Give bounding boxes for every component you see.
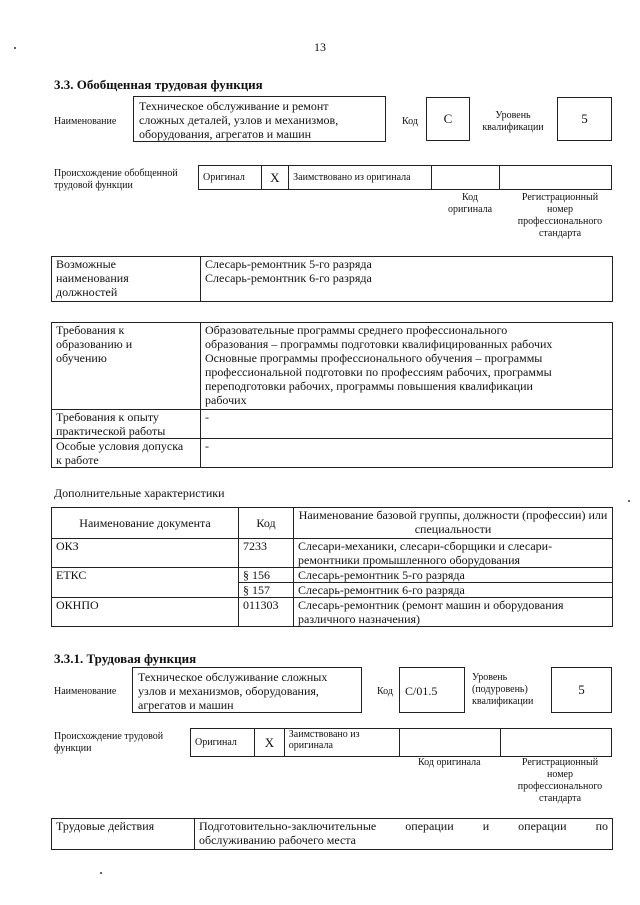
header-group-name: Наименование базовой группы, должности (профессии) или специальности xyxy=(294,508,613,539)
sub-code-label: Код xyxy=(377,686,393,697)
subsection-title: 3.3.1. Трудовая функция xyxy=(54,651,197,666)
row-name: Слесарь-ремонтник 6-го разряда xyxy=(294,583,613,598)
row-code: § 156 xyxy=(239,568,294,583)
labor-actions-line: обслуживанию рабочего места xyxy=(199,833,356,847)
table-row xyxy=(52,539,613,568)
positions-value-cell xyxy=(201,257,613,302)
sub-level-line: (подуровень) xyxy=(472,684,528,695)
reg-number-line: профессионального xyxy=(517,216,603,227)
scan-speck xyxy=(100,872,102,874)
code-original-line: Код xyxy=(462,192,478,203)
row-name xyxy=(294,598,613,627)
requirement-value-line: Основные программы профессионального обучения – программы xyxy=(205,351,543,365)
reg-number-line: номер xyxy=(547,204,573,215)
experience-label-cell xyxy=(52,410,201,439)
code-value: С xyxy=(426,97,470,141)
sub-level-label xyxy=(472,672,548,708)
requirement-label-line: обучению xyxy=(56,351,107,365)
sub-function-name-line: агрегатов и машин xyxy=(138,698,234,712)
origin-label xyxy=(54,168,178,192)
header-code: Код xyxy=(239,508,294,539)
section-title: 3.3. Обобщенная трудовая функция xyxy=(54,77,263,92)
code-original-label xyxy=(430,192,510,216)
row-name: Слесарь-ремонтник 5-го разряда xyxy=(294,568,613,583)
requirement-label-line: практической работы xyxy=(56,424,166,438)
education-value-cell xyxy=(201,323,613,410)
origin-table xyxy=(198,165,612,190)
sub-reg-line: стандарта xyxy=(538,793,582,804)
scan-speck xyxy=(628,500,630,502)
sub-origin-table xyxy=(190,728,612,757)
function-name-box xyxy=(133,96,386,142)
sub-origin-label xyxy=(54,731,163,755)
origin-original-cell xyxy=(199,166,262,190)
sub-level-line: квалификации xyxy=(472,696,534,707)
function-name-line: Техническое обслуживание и ремонт xyxy=(139,99,329,113)
reg-number-line: стандарта xyxy=(538,228,582,239)
row-name-line: различного назначения) xyxy=(298,612,421,626)
labor-word: операции xyxy=(518,819,567,833)
labor-word: Подготовительно-заключительные xyxy=(199,819,377,833)
function-name-line: сложных деталей, узлов и механизмов, xyxy=(139,113,339,127)
level-label-line: квалификации xyxy=(482,122,544,133)
sub-level-value: 5 xyxy=(551,667,612,713)
labor-word: по xyxy=(595,819,608,833)
positions-label-cell xyxy=(52,257,201,302)
sub-level-line: Уровень xyxy=(472,672,508,683)
position-item: Слесарь-ремонтник 6-го разряда xyxy=(205,271,372,285)
education-label-cell xyxy=(52,323,201,410)
admission-value-cell: - xyxy=(201,439,613,468)
name-label: Наименование xyxy=(54,116,117,127)
positions-table xyxy=(51,256,613,302)
sub-origin-code-cell xyxy=(399,729,500,757)
origin-original-label: Оригинал xyxy=(203,171,245,183)
origin-label-line: трудовой функции xyxy=(54,180,133,191)
origin-mark-cell: Х xyxy=(261,166,289,190)
requirement-label-line: Требования к xyxy=(56,323,125,337)
table-row xyxy=(52,598,613,627)
row-doc: ОКЗ xyxy=(52,539,239,568)
requirement-value-line: Образовательные программы среднего профессионального xyxy=(205,323,508,337)
experience-value-cell: - xyxy=(201,410,613,439)
reg-number-label xyxy=(508,192,612,240)
requirement-value-line: переподготовки рабочих, программы повышения квалификации xyxy=(205,379,533,393)
admission-label-cell xyxy=(52,439,201,468)
origin-code-cell xyxy=(431,166,500,190)
origin-borrowed-cell: Заимствовано из оригинала xyxy=(289,166,431,190)
row-code: 7233 xyxy=(239,539,294,568)
code-label: Код xyxy=(402,116,418,127)
sub-function-name-box xyxy=(132,667,362,713)
origin-label-line: Происхождение обобщенной xyxy=(54,168,178,179)
labor-actions-table xyxy=(51,818,613,850)
labor-actions-label-cell: Трудовые действия xyxy=(52,819,195,850)
row-code: § 157 xyxy=(239,583,294,598)
function-name-line: оборудования, агрегатов и машин xyxy=(139,127,312,141)
row-name-line: Слесари-механики, слесари-сборщики и слесари- xyxy=(298,539,553,553)
header-document: Наименование документа xyxy=(52,508,239,539)
sub-origin-reg-cell xyxy=(500,729,611,757)
labor-word: операции xyxy=(405,819,454,833)
sub-code-original-label: Код оригинала xyxy=(418,757,481,768)
qualification-level-label xyxy=(474,110,552,134)
page-number: 13 xyxy=(314,40,326,54)
level-label-line: Уровень xyxy=(495,110,531,121)
sub-origin-label-line: функции xyxy=(54,743,92,754)
sub-reg-number-label xyxy=(508,757,612,805)
table-row xyxy=(52,568,613,583)
additional-title: Дополнительные характеристики xyxy=(54,486,225,500)
sub-function-name-line: узлов и механизмов, оборудования, xyxy=(138,684,319,698)
labor-actions-line xyxy=(199,819,608,833)
labor-actions-value-cell xyxy=(195,819,613,850)
sub-origin-original-cell: Оригинал xyxy=(191,729,255,757)
requirements-table xyxy=(51,322,613,468)
sub-reg-line: Регистрационный xyxy=(521,757,599,768)
sub-origin-borrowed-cell xyxy=(284,729,399,757)
row-code: 011303 xyxy=(239,598,294,627)
requirement-value-line: рабочих xyxy=(205,393,247,407)
row-name xyxy=(294,539,613,568)
sub-code-value: С/01.5 xyxy=(399,667,465,713)
sub-function-name-line: Техническое обслуживание сложных xyxy=(138,670,328,684)
requirement-label-line: Требования к опыту xyxy=(56,410,159,424)
positions-label-line: наименования xyxy=(56,271,129,285)
sub-name-label: Наименование xyxy=(54,686,117,697)
requirement-label-line: к работе xyxy=(56,453,99,467)
qualification-level-value: 5 xyxy=(557,97,612,141)
additional-table xyxy=(51,507,613,627)
sub-origin-mark-cell: Х xyxy=(255,729,285,757)
sub-reg-line: номер xyxy=(547,769,573,780)
positions-label-line: Возможные xyxy=(56,257,116,271)
row-doc: ЕТКС xyxy=(52,568,239,598)
sub-origin-borrowed-line: Заимствовано из xyxy=(288,729,360,740)
requirement-label-line: образованию и xyxy=(56,337,133,351)
scan-speck xyxy=(14,47,16,49)
sub-origin-label-line: Происхождение трудовой xyxy=(54,731,164,742)
positions-label-line: должностей xyxy=(56,285,118,299)
origin-reg-cell xyxy=(500,166,612,190)
labor-word: и xyxy=(482,819,490,833)
position-item: Слесарь-ремонтник 5-го разряда xyxy=(205,257,372,271)
sub-origin-borrowed-line: оригинала xyxy=(288,740,333,751)
requirement-value-line: образования – программы подготовки квалифицированных рабочих xyxy=(205,337,553,351)
requirement-label-line: Особые условия допуска xyxy=(56,439,184,453)
reg-number-line: Регистрационный xyxy=(521,192,599,203)
sub-reg-line: профессионального xyxy=(517,781,603,792)
row-doc: ОКНПО xyxy=(52,598,239,627)
requirement-value-line: профессиональной подготовки по профессиям рабочих, программы xyxy=(205,365,552,379)
row-name-line: Слесарь-ремонтник (ремонт машин и оборудования xyxy=(298,598,564,612)
row-name-line: ремонтники промышленного оборудования xyxy=(298,553,521,567)
code-original-line: оригинала xyxy=(447,204,493,215)
